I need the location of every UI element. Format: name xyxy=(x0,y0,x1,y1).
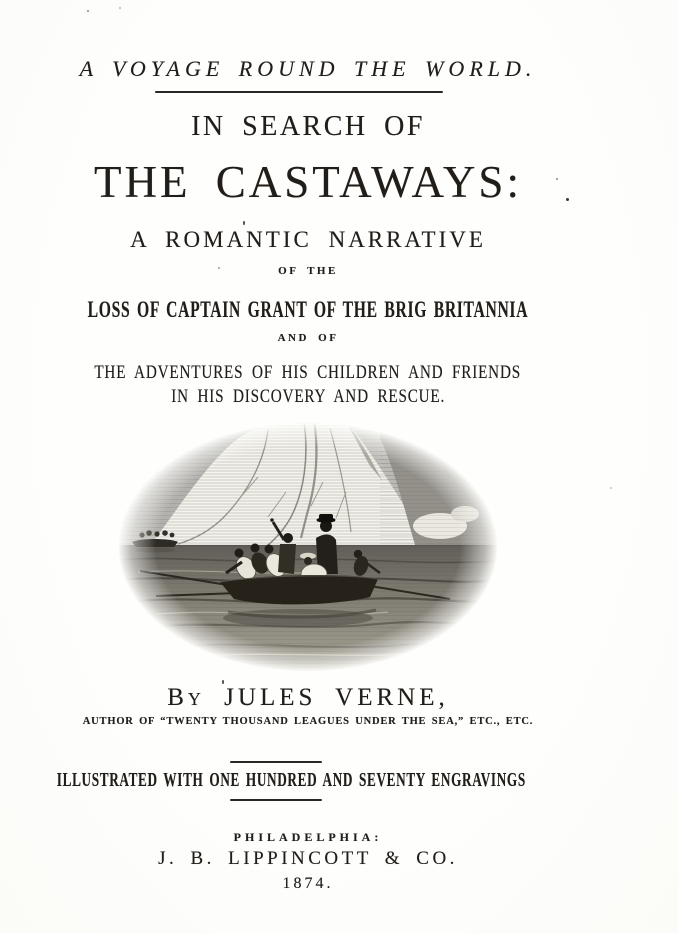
imprint-publisher: J. B. LIPPINCOTT & CO. xyxy=(158,848,458,869)
imprint-city: PHILADELPHIA: xyxy=(233,830,383,844)
series-title: A VOYAGE ROUND THE WORLD. xyxy=(79,56,537,81)
scan-speck xyxy=(610,487,612,489)
scan-speck xyxy=(222,680,224,684)
subtitle-adventures xyxy=(0,361,647,408)
scan-speck xyxy=(119,7,121,9)
byline: By JULES VERNE, xyxy=(167,684,449,711)
scan-speck xyxy=(566,198,569,201)
scan-speck xyxy=(218,267,220,269)
imprint-year: 1874. xyxy=(282,875,334,892)
edition-note-text: ILLUSTRATED WITH ONE HUNDRED AND SEVENTY ENGRAVINGS xyxy=(56,769,526,791)
subtitle-loss-text: LOSS OF CAPTAIN GRANT OF THE BRIG BRITANNIA xyxy=(87,297,529,322)
subtitle-narrative: A ROMANTIC NARRATIVE xyxy=(130,227,486,252)
engraving-rowboat-iceberg-image xyxy=(118,422,498,672)
subtitle-adventures-line1: THE ADVENTURES OF HIS CHILDREN AND FRIENDS xyxy=(94,362,522,383)
edition-note xyxy=(0,769,614,792)
scan-speck xyxy=(556,178,558,180)
subtitle-connector-and-of: AND OF xyxy=(277,332,339,344)
author-credit: AUTHOR OF “TWENTY THOUSAND LEAGUES UNDER THE SEA,” ETC., ETC. xyxy=(82,716,534,727)
subtitle-connector-of-the: OF THE xyxy=(278,265,338,277)
divider-rule-bottom xyxy=(230,799,322,801)
scan-speck xyxy=(243,221,245,225)
subtitle-loss-line xyxy=(0,297,647,323)
divider-rule-top xyxy=(230,761,322,763)
book-title-line1: IN SEARCH OF xyxy=(191,111,425,142)
title-page-engraving xyxy=(118,422,498,672)
subtitle-adventures-line2: IN HIS DISCOVERY AND RESCUE. xyxy=(171,385,445,407)
book-title-line2: THE CASTAWAYS: xyxy=(94,157,522,207)
divider-rule-main xyxy=(155,91,443,93)
scan-speck xyxy=(87,10,89,12)
